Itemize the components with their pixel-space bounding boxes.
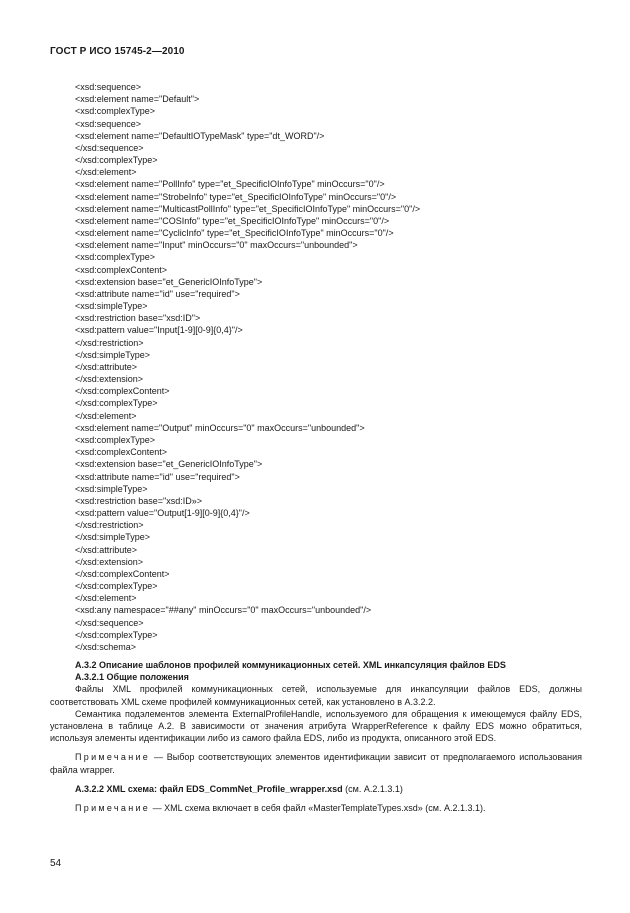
code-line: </xsd:element> (75, 410, 137, 421)
code-line: <xsd:pattern value="Output[1-9][0-9]{0,4}"/> (75, 508, 250, 519)
section-heading-a32: А.3.2 Описание шаблонов профилей коммуникационных сетей. XML инкапсуляция файлов EDS (75, 660, 506, 670)
section-body (50, 659, 582, 814)
code-line: </xsd:complexContent> (75, 568, 170, 579)
code-line: <xsd:attribute name="id" use="required"> (75, 288, 240, 299)
code-line: </xsd:complexType> (75, 398, 158, 409)
code-line: </xsd:schema> (75, 641, 137, 652)
code-line: <xsd:complexType> (75, 434, 156, 445)
code-line: <xsd:sequence> (75, 82, 142, 92)
code-line: </xsd:simpleType> (75, 532, 151, 543)
code-line: <xsd:element name="COSInfo" type="et_SpecificIOInfoType" minOccurs="0"/> (75, 215, 390, 226)
note-2-text: — XML схема включает в себя файл «MasterTemplateTypes.xsd» (см. А.2.1.3.1). (150, 803, 486, 814)
code-line: </xsd:extension> (75, 374, 144, 385)
note-1 (50, 751, 582, 775)
section-heading-a322-ref: (см. А.2.1.3.1) (342, 783, 403, 794)
code-line: </xsd:attribute> (75, 361, 138, 372)
code-line: <xsd:extension base="et_GenericIOInfoType"> (75, 276, 263, 287)
code-line: <xsd:simpleType> (75, 483, 148, 494)
note-2 (50, 802, 582, 814)
code-line: <xsd:element name="StrobeInfo" type="et_SpecificIOInfoType" minOccurs="0"/> (75, 191, 397, 202)
code-line: </xsd:attribute> (75, 544, 138, 555)
note-2-label: Примечание (75, 803, 151, 814)
code-line: <xsd:element name="Default"> (75, 94, 200, 105)
code-line: </xsd:sequence> (75, 142, 144, 153)
paragraph-2: Семантика подэлементов элемента ExternalProfileHandle, используемого для обращения к имеющемуся файлу EDS, установлена в таблице А.2. В зависимости от значения атрибута WrapperReference к файлу EDS можно обратиться, используя элементы идентификации либо из самого файла EDS, либо из продукта, описанного этой EDS. (50, 708, 582, 744)
section-heading-a321: А.3.2.1 Общие положения (75, 672, 189, 683)
code-line: </xsd:simpleType> (75, 349, 151, 360)
note-1-text: — Выбор соответствующих элементов идентификации зависит от предполагаемого использования файла wrapper. (50, 752, 582, 775)
code-line: <xsd:element name="Output" minOccurs="0" maxOccurs="unbounded"> (75, 422, 365, 433)
code-line: <xsd:any namespace="##any" minOccurs="0" maxOccurs="unbounded"/> (75, 605, 372, 616)
code-line: <xsd:complexContent> (75, 447, 168, 458)
code-line: </xsd:complexContent> (75, 386, 170, 397)
code-line: <xsd:restriction base="xsd:ID»> (75, 495, 203, 506)
xsd-code-block (75, 81, 595, 653)
code-line: </xsd:extension> (75, 556, 144, 567)
code-line: </xsd:sequence> (75, 617, 144, 628)
code-line: <xsd:sequence> (75, 118, 142, 129)
code-line: </xsd:restriction> (75, 337, 144, 348)
code-line: <xsd:simpleType> (75, 301, 148, 312)
code-line: <xsd:attribute name="id" use="required"> (75, 471, 240, 482)
code-line: </xsd:complexType> (75, 155, 158, 166)
code-line: <xsd:element name="PollInfo" type="et_SpecificIOInfoType" minOccurs="0"/> (75, 179, 385, 190)
code-line: <xsd:complexContent> (75, 264, 168, 275)
code-line: <xsd:pattern value="Input[1-9][0-9]{0,4}"/> (75, 325, 243, 336)
section-heading-a322-title: А.3.2.2 XML схема: файл EDS_CommNet_Profile_wrapper.xsd (75, 783, 343, 794)
page-number: 54 (50, 858, 62, 869)
code-line: <xsd:element name="MulticastPollInfo" type="et_SpecificIOInfoType" minOccurs="0"/> (75, 203, 421, 214)
code-line: </xsd:restriction> (75, 520, 144, 531)
section-heading-a322 (50, 783, 582, 795)
code-line: </xsd:complexType> (75, 629, 158, 640)
paragraph-1: Файлы XML профилей коммуникационных сетей, используемые для инкапсуляции файлов EDS, должны соответствовать XML схеме профилей коммуникационных сетей, как установлено в А.3.2.2. (50, 684, 582, 707)
code-line: </xsd:element> (75, 167, 137, 178)
code-line: </xsd:element> (75, 593, 137, 604)
code-line: <xsd:extension base="et_GenericIOInfoType"> (75, 459, 263, 470)
code-line: <xsd:element name="DefaultIOTypeMask" type="dt_WORD"/> (75, 130, 325, 141)
code-line: <xsd:complexType> (75, 106, 156, 117)
code-line: </xsd:complexType> (75, 581, 158, 592)
note-1-label: Примечание (75, 752, 151, 763)
code-line: <xsd:restriction base="xsd:ID"> (75, 313, 201, 324)
document-header: ГОСТ Р ИСО 15745-2—2010 (50, 46, 185, 57)
code-line: <xsd:element name="Input" minOccurs="0" maxOccurs="unbounded"> (75, 240, 358, 251)
code-line: <xsd:element name="CyclicInfo" type="et_SpecificIOInfoType" minOccurs="0"/> (75, 228, 394, 239)
code-line: <xsd:complexType> (75, 252, 156, 263)
